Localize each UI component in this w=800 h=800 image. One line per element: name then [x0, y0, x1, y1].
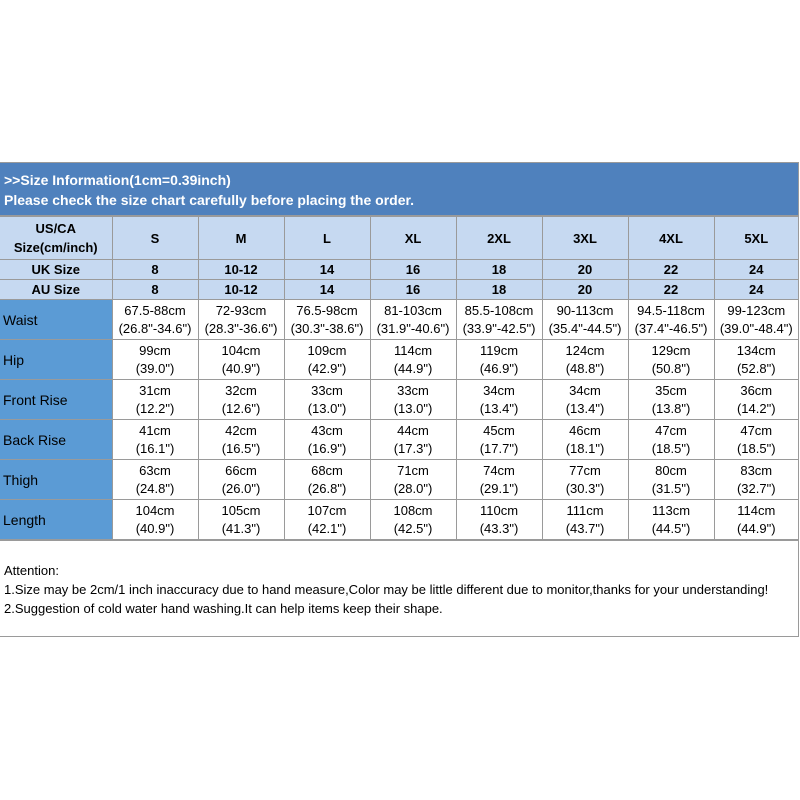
measurement-inch: (29.1")	[479, 480, 519, 496]
measurement-cm: 108cm	[393, 502, 433, 518]
measurement-inch: (16.1")	[135, 440, 175, 456]
measurement-cm: 77cm	[569, 462, 601, 478]
measurement-inch: (18.5")	[736, 440, 776, 456]
au-size-cell: 16	[370, 280, 456, 300]
measurement-cm: 90-113cm	[556, 302, 614, 318]
measurement-inch: (44.5")	[651, 520, 691, 536]
measurement-inch: (30.3")	[565, 480, 605, 496]
au-size-cell: 10-12	[198, 280, 284, 300]
size-header-cell: 2XL	[456, 217, 542, 260]
measurement-label: Back Rise	[0, 420, 112, 460]
measurement-inch: (42.1")	[307, 520, 347, 536]
measurement-cell	[284, 420, 370, 460]
au-size-cell: 14	[284, 280, 370, 300]
measurement-cell	[370, 340, 456, 380]
measurement-cell	[198, 300, 284, 340]
measurement-cell	[714, 300, 798, 340]
measurement-cm: 34cm	[569, 382, 601, 398]
measurement-label: Front Rise	[0, 380, 112, 420]
measurement-cell	[542, 420, 628, 460]
measurement-cell	[714, 380, 798, 420]
measurement-cm: 71cm	[397, 462, 429, 478]
size-info-instruction: Please check the size chart carefully before placing the order.	[4, 192, 415, 208]
measurement-cell	[714, 460, 798, 500]
measurement-cell	[284, 300, 370, 340]
table-row	[0, 340, 798, 380]
table-row	[0, 420, 798, 460]
measurement-cell	[628, 420, 714, 460]
measurement-inch: (46.9")	[479, 360, 519, 376]
measurement-cell	[112, 500, 198, 540]
attention-notes	[0, 540, 798, 636]
au-size-label: AU Size	[0, 280, 112, 300]
measurement-cm: 34cm	[483, 382, 515, 398]
uk-size-cell: 16	[370, 260, 456, 280]
size-info-title: >>Size Information(1cm=0.39inch)	[4, 172, 231, 188]
uk-size-cell: 14	[284, 260, 370, 280]
au-size-cell: 20	[542, 280, 628, 300]
measurement-cm: 35cm	[655, 382, 687, 398]
measurement-cm: 105cm	[221, 502, 261, 518]
measurement-cell	[198, 420, 284, 460]
table-row	[0, 460, 798, 500]
measurement-cm: 134cm	[736, 342, 776, 358]
measurement-inch: (30.3"-38.6")	[290, 320, 364, 336]
measurement-inch: (42.9")	[307, 360, 347, 376]
measurement-cell	[198, 380, 284, 420]
measurement-inch: (26.0")	[221, 480, 261, 496]
measurement-cell	[284, 460, 370, 500]
measurement-cell	[542, 340, 628, 380]
us-size-label-line1: US/CA	[35, 221, 76, 236]
measurement-cm: 83cm	[740, 462, 773, 478]
measurement-cm: 32cm	[225, 382, 257, 398]
uk-size-cell: 22	[628, 260, 714, 280]
size-chart	[0, 162, 799, 637]
measurement-cm: 72-93cm	[215, 302, 267, 318]
uk-size-cell: 18	[456, 260, 542, 280]
measurement-cell	[542, 500, 628, 540]
measurement-cell	[456, 380, 542, 420]
measurement-cm: 110cm	[479, 502, 519, 518]
measurement-cm: 113cm	[651, 502, 691, 518]
measurement-cell	[714, 420, 798, 460]
measurement-cm: 109cm	[307, 342, 347, 358]
measurement-inch: (44.9")	[393, 360, 433, 376]
measurement-label: Length	[0, 500, 112, 540]
measurement-inch: (43.7")	[565, 520, 605, 536]
uk-size-cell: 8	[112, 260, 198, 280]
size-header-cell: S	[112, 217, 198, 260]
measurement-cell	[284, 380, 370, 420]
measurement-inch: (28.3"-36.6")	[204, 320, 278, 336]
measurement-inch: (44.9")	[736, 520, 776, 536]
us-size-header-row	[0, 217, 798, 260]
measurement-cm: 33cm	[397, 382, 429, 398]
measurement-inch: (24.8")	[135, 480, 175, 496]
measurement-cm: 66cm	[225, 462, 257, 478]
measurement-cell	[370, 380, 456, 420]
measurement-inch: (41.3")	[221, 520, 261, 536]
measurement-inch: (13.0")	[393, 400, 433, 416]
measurement-cm: 81-103cm	[384, 302, 442, 318]
attention-title: Attention:	[4, 563, 59, 578]
measurement-cell	[542, 460, 628, 500]
measurement-cm: 114cm	[393, 342, 433, 358]
us-size-label	[0, 217, 112, 260]
uk-size-cell: 20	[542, 260, 628, 280]
measurement-cell	[456, 420, 542, 460]
measurement-inch: (18.1")	[565, 440, 605, 456]
measurement-cm: 67.5-88cm	[124, 302, 186, 318]
measurement-inch: (18.5")	[651, 440, 691, 456]
measurement-inch: (40.9")	[135, 520, 175, 536]
measurement-cell	[456, 460, 542, 500]
measurement-cm: 33cm	[311, 382, 343, 398]
measurement-inch: (17.7")	[479, 440, 519, 456]
measurement-inch: (40.9")	[221, 360, 261, 376]
measurement-inch: (28.0")	[393, 480, 433, 496]
measurement-cm: 99cm	[139, 342, 171, 358]
measurement-cm: 63cm	[139, 462, 171, 478]
size-table	[0, 216, 798, 540]
measurement-inch: (52.8")	[736, 360, 776, 376]
measurement-cell	[370, 420, 456, 460]
measurement-cm: 31cm	[139, 382, 171, 398]
measurement-cm: 111cm	[566, 502, 604, 518]
measurement-inch: (16.5")	[221, 440, 261, 456]
measurement-cm: 42cm	[225, 422, 257, 438]
measurement-inch: (13.8")	[651, 400, 691, 416]
measurement-inch: (31.5")	[651, 480, 691, 496]
measurement-inch: (14.2")	[736, 400, 776, 416]
measurement-cell	[284, 340, 370, 380]
measurement-inch: (42.5")	[393, 520, 433, 536]
measurement-inch: (17.3")	[393, 440, 433, 456]
measurement-cell	[628, 300, 714, 340]
measurement-inch: (12.6")	[221, 400, 261, 416]
size-header-cell: M	[198, 217, 284, 260]
size-header-cell: 4XL	[628, 217, 714, 260]
au-size-cell: 8	[112, 280, 198, 300]
measurement-cm: 85.5-108cm	[464, 302, 534, 318]
measurement-cm: 107cm	[307, 502, 347, 518]
measurement-cell	[370, 460, 456, 500]
measurement-label: Hip	[0, 340, 112, 380]
measurement-inch: (39.0")	[135, 360, 175, 376]
measurement-cm: 119cm	[479, 342, 519, 358]
measurement-cm: 43cm	[311, 422, 343, 438]
measurement-cell	[456, 340, 542, 380]
measurement-cm: 41cm	[139, 422, 171, 438]
measurement-inch: (33.9"-42.5")	[462, 320, 536, 336]
measurement-cell	[112, 420, 198, 460]
measurement-cell	[456, 500, 542, 540]
measurement-cm: 45cm	[483, 422, 515, 438]
measurement-cell	[198, 460, 284, 500]
measurement-cell	[628, 380, 714, 420]
table-row	[0, 500, 798, 540]
size-info-banner	[0, 163, 798, 216]
table-row	[0, 300, 798, 340]
us-size-label-line2: Size(cm/inch)	[13, 240, 98, 255]
measurement-cm: 47cm	[655, 422, 687, 438]
measurement-inch: (13.0")	[307, 400, 347, 416]
size-header-cell: L	[284, 217, 370, 260]
au-size-cell: 22	[628, 280, 714, 300]
measurement-cm: 129cm	[651, 342, 691, 358]
measurement-inch: (43.3")	[479, 520, 519, 536]
measurement-label: Waist	[0, 300, 112, 340]
measurement-inch: (31.9"-40.6")	[376, 320, 450, 336]
measurement-cm: 46cm	[569, 422, 601, 438]
measurement-cell	[198, 340, 284, 380]
measurement-cm: 94.5-118cm	[637, 302, 705, 318]
measurement-cm: 124cm	[565, 342, 605, 358]
measurement-cm: 76.5-98cm	[296, 302, 358, 318]
attention-note-2: 2.Suggestion of cold water hand washing.It can help items keep their shape.	[4, 601, 443, 616]
measurement-cm: 99-123cm	[727, 302, 786, 318]
table-row	[0, 380, 798, 420]
measurement-inch: (13.4")	[565, 400, 605, 416]
measurement-cell	[628, 340, 714, 380]
measurement-cell	[628, 460, 714, 500]
measurement-cm: 44cm	[397, 422, 429, 438]
measurement-cell	[628, 500, 714, 540]
measurement-cell	[198, 500, 284, 540]
measurement-cell	[112, 300, 198, 340]
measurement-inch: (32.7")	[736, 480, 776, 496]
au-size-row	[0, 280, 798, 300]
measurement-cell	[112, 380, 198, 420]
au-size-cell: 24	[714, 280, 798, 300]
measurement-cm: 104cm	[135, 502, 175, 518]
measurement-cell	[284, 500, 370, 540]
measurement-cell	[370, 500, 456, 540]
measurement-cm: 80cm	[655, 462, 687, 478]
uk-size-cell: 10-12	[198, 260, 284, 280]
measurement-inch: (13.4")	[479, 400, 519, 416]
size-header-cell: 5XL	[714, 217, 798, 260]
attention-note-1: 1.Size may be 2cm/1 inch inaccuracy due to hand measure,Color may be little different due to monitor,thanks for your understanding!	[4, 582, 769, 597]
measurement-cm: 68cm	[311, 462, 343, 478]
measurement-cm: 47cm	[740, 422, 773, 438]
measurement-cell	[456, 300, 542, 340]
uk-size-label: UK Size	[0, 260, 112, 280]
uk-size-row	[0, 260, 798, 280]
measurement-inch: (12.2")	[135, 400, 175, 416]
measurement-inch: (39.0"-48.4")	[719, 320, 793, 336]
measurement-cell	[714, 500, 798, 540]
size-header-cell: XL	[370, 217, 456, 260]
measurement-cm: 114cm	[737, 502, 776, 518]
measurement-inch: (48.8")	[565, 360, 605, 376]
au-size-cell: 18	[456, 280, 542, 300]
measurement-inch: (26.8"-34.6")	[118, 320, 192, 336]
measurement-inch: (35.4"-44.5")	[548, 320, 622, 336]
measurement-cell	[112, 460, 198, 500]
measurement-label: Thigh	[0, 460, 112, 500]
measurement-cell	[112, 340, 198, 380]
measurement-cm: 36cm	[740, 382, 773, 398]
measurement-inch: (16.9")	[307, 440, 347, 456]
measurement-cm: 104cm	[221, 342, 261, 358]
measurement-cell	[370, 300, 456, 340]
measurement-cell	[714, 340, 798, 380]
measurement-cm: 74cm	[483, 462, 515, 478]
measurement-inch: (37.4"-46.5")	[634, 320, 708, 336]
measurement-inch: (26.8")	[307, 480, 347, 496]
uk-size-cell: 24	[714, 260, 798, 280]
measurement-cell	[542, 380, 628, 420]
size-header-cell: 3XL	[542, 217, 628, 260]
measurement-inch: (50.8")	[651, 360, 691, 376]
measurement-cell	[542, 300, 628, 340]
